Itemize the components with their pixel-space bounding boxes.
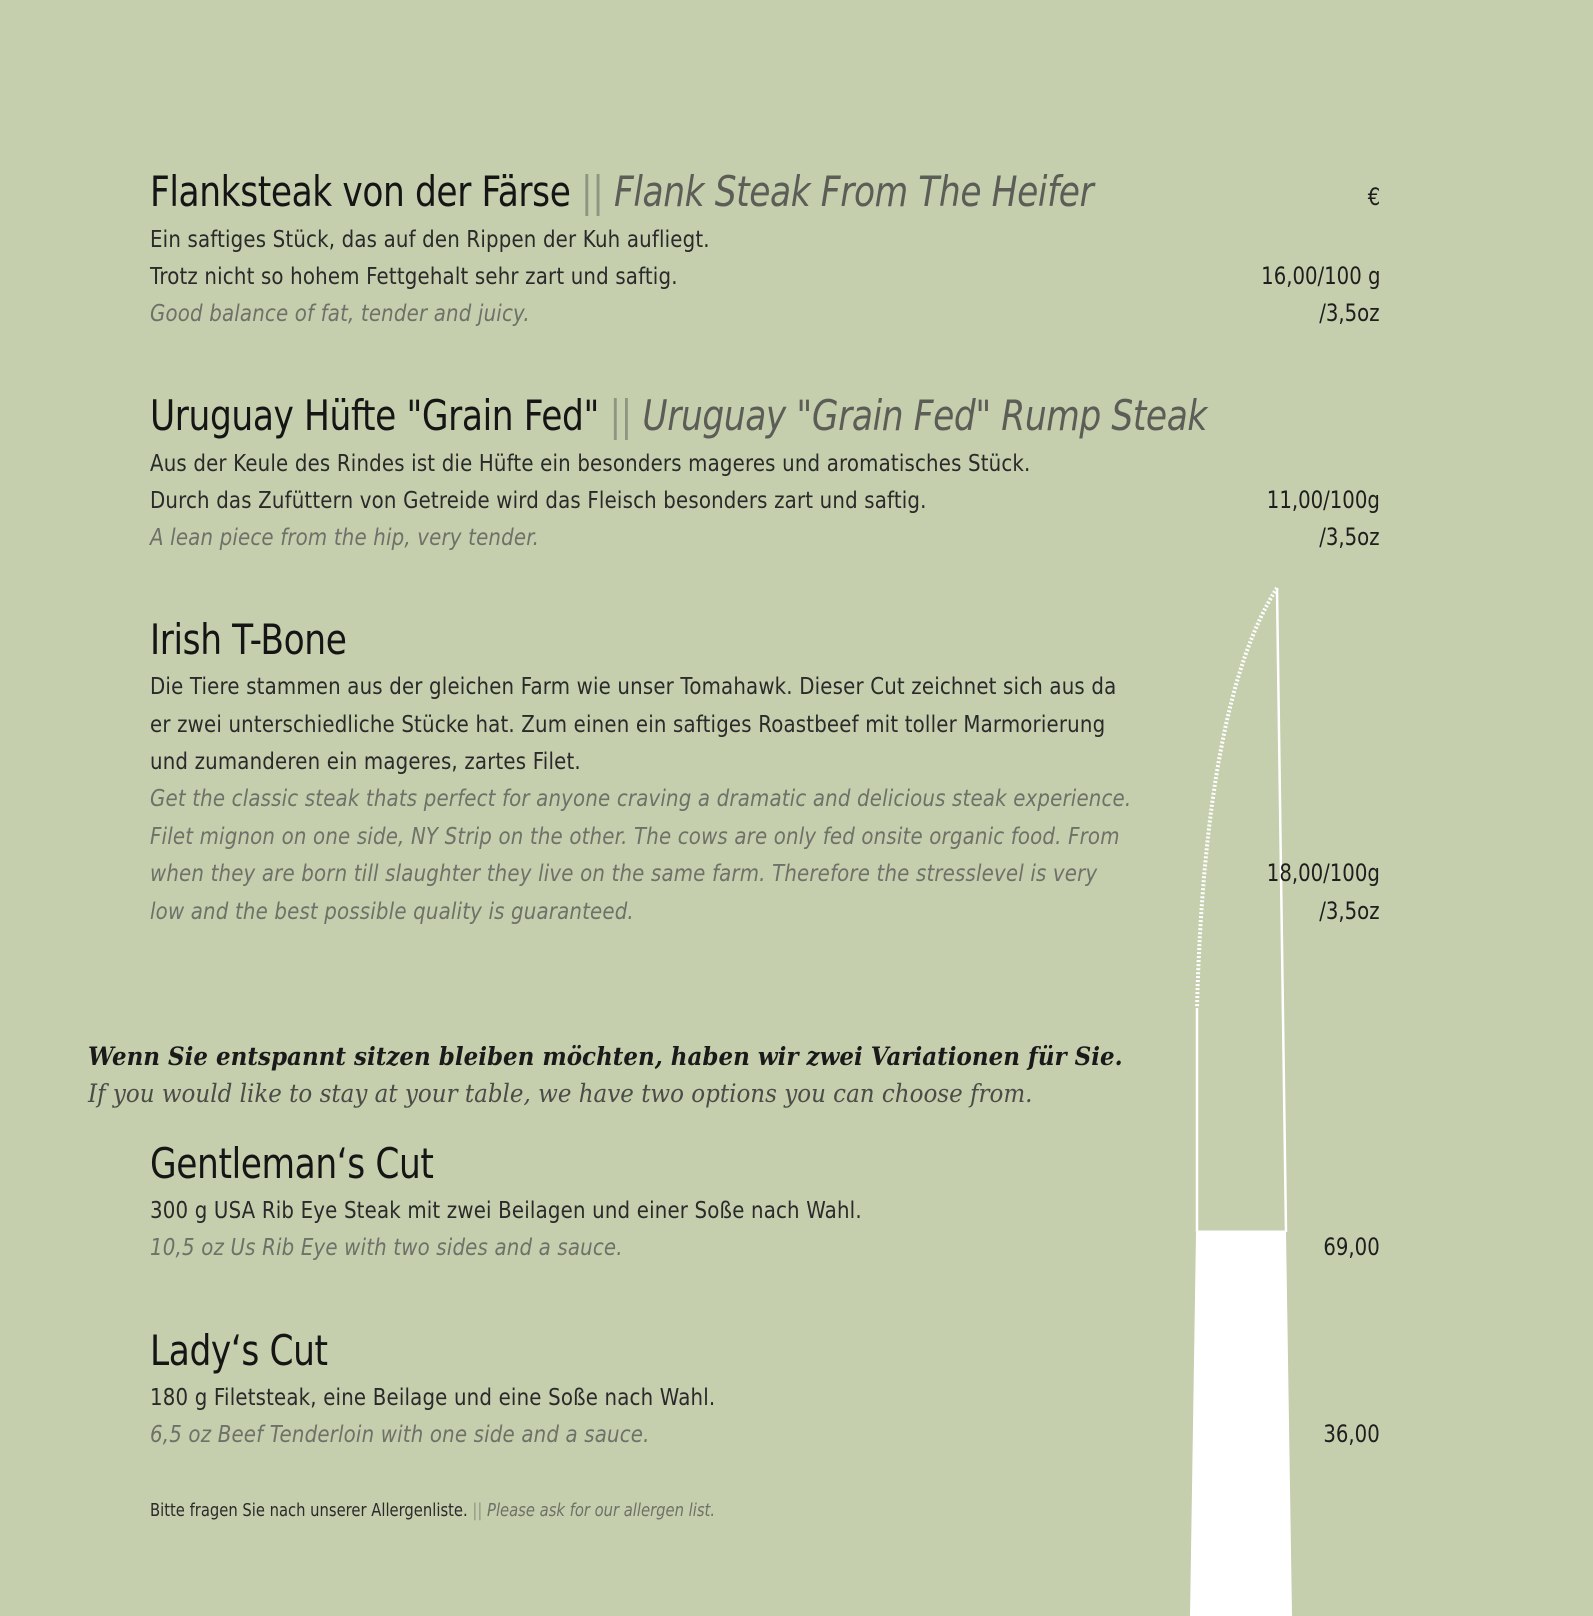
table-service-note-de: Wenn Sie entspannt sitzen bleiben möchten, haben wir zwei Variationen für Sie. — [88, 1042, 1123, 1071]
special-price: 36,00 — [1323, 1420, 1380, 1448]
item-title — [150, 614, 346, 666]
item-description-de: Durch das Zufüttern von Getreide wird das Fleisch besonders zart und saftig. — [150, 488, 927, 514]
allergen-note-de: Bitte fragen Sie nach unserer Allergenliste. — [150, 1500, 468, 1521]
item-price-unit: /3,5oz — [1319, 523, 1380, 551]
item-description-de: Aus der Keule des Rindes ist die Hüfte ein besonders mageres und aromatisches Stück. — [150, 451, 1031, 477]
item-description-de: Die Tiere stammen aus der gleichen Farm wie unser Tomahawk. Dieser Cut zeichnet sich aus da — [150, 674, 1117, 700]
item-description-en: A lean piece from the hip, very tender. — [150, 525, 540, 551]
special-description-de: 300 g USA Rib Eye Steak mit zwei Beilagen und einer Soße nach Wahl. — [150, 1198, 862, 1224]
item-title-en: Uruguay "Grain Fed" Rump Steak — [642, 391, 1207, 440]
item-description-de: Ein saftiges Stück, das auf den Rippen der Kuh aufliegt. — [150, 227, 710, 253]
special-title: Lady‘s Cut — [150, 1326, 328, 1375]
allergen-note-en: Please ask for our allergen list. — [487, 1500, 716, 1521]
item-price-unit: /3,5oz — [1319, 299, 1380, 327]
currency-symbol: € — [1367, 183, 1380, 211]
item-title — [150, 390, 1207, 442]
item-price-unit: /3,5oz — [1319, 897, 1380, 925]
item-price: 18,00/100g — [1266, 859, 1380, 887]
special-price: 69,00 — [1323, 1233, 1380, 1261]
special-description-en: 6,5 oz Beef Tenderloin with one side and a sauce. — [150, 1422, 650, 1448]
item-description-en: Get the classic steak thats perfect for anyone craving a dramatic and delicious steak experience. — [150, 786, 1132, 812]
footer-separator: || — [472, 1500, 483, 1521]
item-description-de: er zwei unterschiedliche Stücke hat. Zum einen ein saftiges Roastbeef mit toller Marmorierung — [150, 712, 1106, 738]
item-description-en: Filet mignon on one side, NY Strip on the other. The cows are only fed onsite organic food. From — [150, 824, 1120, 850]
item-title-de: Irish T-Bone — [150, 615, 347, 664]
title-separator: || — [609, 391, 632, 440]
item-description-en: when they are born till slaughter they live on the same farm. Therefore the stresslevel is very — [150, 861, 1098, 887]
item-title — [150, 166, 1093, 218]
item-title-de: Flanksteak von der Färse — [150, 167, 571, 216]
special-title: Gentleman‘s Cut — [150, 1139, 434, 1188]
special-description-en: 10,5 oz Us Rib Eye with two sides and a sauce. — [150, 1235, 623, 1261]
table-service-note-en: If you would like to stay at your table, we have two options you can choose from. — [88, 1079, 1033, 1108]
item-description-de: und zumanderen ein mageres, zartes Filet. — [150, 749, 581, 775]
allergen-note — [150, 1500, 715, 1521]
item-title-en: Flank Steak From The Heifer — [613, 167, 1094, 216]
item-price: 11,00/100g — [1266, 486, 1380, 514]
special-description-de: 180 g Filetsteak, eine Beilage und eine Soße nach Wahl. — [150, 1385, 716, 1411]
item-price: 16,00/100 g — [1260, 262, 1380, 290]
title-separator: || — [581, 167, 604, 216]
item-description-de: Trotz nicht so hohem Fettgehalt sehr zart und saftig. — [150, 264, 678, 290]
item-description-en: low and the best possible quality is guaranteed. — [150, 899, 634, 925]
item-title-de: Uruguay Hüfte "Grain Fed" — [150, 391, 599, 440]
item-description-en: Good balance of fat, tender and juicy. — [150, 301, 530, 327]
